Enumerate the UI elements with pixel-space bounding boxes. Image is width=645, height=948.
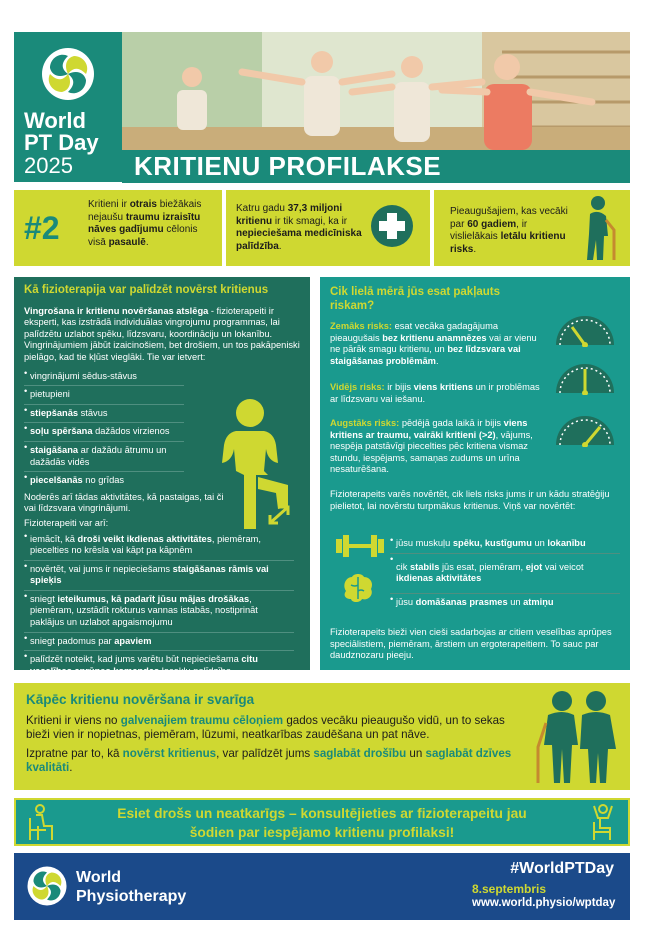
list-item: • novērtēt, vai jums ir nepieciešams staigāšanas rāmis vai spieķis: [24, 560, 294, 590]
fact-2: Katru gadu 37,3 miljoni kritienu ir tik smagi, ka ir nepieciešama medicīniska palīdzība.: [236, 203, 362, 252]
low-risk-text: Zemāks risks: esat vecāka gadagājuma pieaugušais bez kritienu anamnēzes vai ar vienu ne pārāk smagu kritienu, un bez līdzsvara vai staigāšanas problēmām.: [330, 321, 537, 366]
why-section: [14, 683, 630, 790]
page-title: KRITIENU PROFILAKSE: [122, 150, 630, 183]
exercise-list: [24, 368, 184, 490]
risk-panel: [320, 277, 630, 670]
world-physiotherapy-logo-icon: [26, 865, 68, 907]
fact-1: Kritieni ir otrais biežākais nejaušu traumu izraisītu nāves gadījumu cēlonis visā pasaulē.: [88, 199, 202, 248]
footer: [14, 853, 630, 920]
list-item: • jūsu domāšanas prasmes un atmiņu: [390, 593, 620, 612]
physio-help-title: Kā fizioterapija var palīdzēt novērst kritienus: [24, 284, 269, 296]
logo-line1: World: [24, 108, 86, 133]
assessment-intro: Fizioterapeits varēs novērtēt, cik liels risks jums ir un kādu stratēģiju pielietot, lai novērstu turpmākus kritienus. Viņš var novērtēt:: [330, 489, 610, 511]
risk-title: Cik lielā mērā jūs esat pakļauts riskam?: [330, 286, 501, 312]
list-item: • soļu spēršana dažādos virzienos: [24, 422, 184, 441]
facts-row: [14, 190, 630, 266]
physio-can-list: [24, 531, 294, 681]
physio-help-panel: [14, 277, 310, 676]
list-item: • piecelšanās no grīdas: [24, 471, 184, 490]
seated-person-icon: [26, 804, 56, 842]
list-item: • staigāšana ar dažādu ātrumu un dažādās vidēs: [24, 441, 184, 471]
world-pt-day-logo-icon: [40, 46, 96, 102]
elderly-couple-icon: [530, 689, 626, 785]
fact-3: Pieaugušajiem, kas vecāki par 60 gadiem, ir vislielākais letālu kritienu risks.: [450, 206, 568, 255]
medical-cross-icon: [370, 204, 414, 248]
event-date: 8.septembris: [472, 882, 547, 896]
medium-risk-gauge-icon: [552, 355, 618, 395]
hashtag: #WorldPTDay: [510, 860, 614, 877]
high-risk-text: Augstāks risks: pēdējā gada laikā ir bijis viens kritiens ar traumu, vairāki kritieni (>2), vājums, nespēja patstāvīgi piecelties pēc kritiena vismaz stundu, iespējams, samaņas zudums un urīna nesaturēšana.: [330, 418, 533, 475]
list-item: • palīdzēt noteikt, kad jums varētu būt nepieciešama citu veselības aprūpes komandas locekļu palīdzība: [24, 650, 294, 680]
fact-divider: [430, 190, 434, 266]
balance-exercise-figure-icon: [208, 397, 304, 532]
why-paragraph-1: Kritieni ir viens no galvenajiem traumu cēloņiem gados vecāku pieaugušo vidū, un to sekas bieži vien ir nopietnas, piemēram, lūzumi, neatkarības zaudēšana un pat nāve.: [26, 714, 505, 741]
callout-line1: Esiet drošs un neatkarīgs – konsultējieties ar fizioterapeitu jau: [117, 806, 527, 821]
dumbbell-icon: [334, 531, 386, 561]
fact-badge: #2: [24, 210, 60, 246]
list-item: • vingrinājumi sēdus-stāvus: [24, 368, 184, 386]
exercise-class-illustration: [122, 32, 630, 150]
list-item: • stiepšanās stāvus: [24, 404, 184, 423]
header-photo: [122, 32, 630, 150]
website-link[interactable]: www.world.physio/wptday: [472, 897, 616, 909]
brain-icon: [340, 571, 376, 607]
list-item: • iemācīt, kā droši veikt ikdienas aktivitātes, piemēram, piecelties no krēsla vai kāpt pa kāpnēm: [24, 531, 294, 560]
logo-line2: PT Day: [24, 130, 99, 155]
org-name: World Physiotherapy: [76, 869, 187, 905]
activities-note: Noderēs arī tādas aktivitātes, kā pastaigas, tai či vai līdzsvara vingrinājumi.: [24, 491, 224, 514]
chair-exercise-icon: [588, 804, 618, 842]
elderly-person-cane-icon: [580, 194, 622, 262]
list-item: • sniegt padomus par apaviem: [24, 632, 294, 651]
world-pt-day-logo: [14, 32, 122, 182]
physio-help-intro: Vingrošana ir kritienu novēršanas atslēga - fizioterapeiti ir eksperti, kas izstrādā individuālas vingrojumu programmas, lai palīdzētu uzlabot spēku, līdzsvaru, koordināciju un lokanību. Vingrinājumiem jābūt izaicinošiem, bet drošiem, un tos pakāpeniski pielāgo, kad tie kļūst vieglāki. Tie var ietvert:: [24, 305, 300, 362]
low-risk-gauge-icon: [552, 307, 618, 347]
why-paragraph-2: Izpratne par to, kā novērst kritienus, var palīdzēt jums saglabāt drošību un saglabāt dzīves kvalitāti.: [26, 747, 512, 774]
high-risk-gauge-icon: [552, 407, 618, 447]
callout-line2: šodien par iespējamo kritienu profilaksi!: [189, 825, 455, 840]
list-item: • jūsu muskuļu spēku, kustīgumu un lokanību: [390, 535, 620, 553]
why-title: Kāpēc kritienu novēršana ir svarīga: [26, 692, 255, 707]
list-item: • cik stabils jūs esat, piemēram, ejot vai veicot ikdienas aktivitātes: [390, 553, 620, 593]
list-item: • pietupieni: [24, 385, 184, 404]
consult-callout: [14, 798, 630, 846]
medium-risk-text: Vidējs risks: ir bijis viens kritiens un ir problēmas ar līdzsvaru vai iešanu.: [330, 382, 540, 404]
fact-divider: [222, 190, 226, 266]
assessment-list: [390, 535, 620, 611]
physio-can-title: Fizioterapeiti var arī:: [24, 517, 109, 528]
multidisciplinary-note: Fizioterapeits bieži vien cieši sadarbojas ar citiem veselības aprūpes speciālistiem, piemēram, ārstiem un ergoterapeitiem. To sauc par daudznozaru pieeju.: [330, 627, 612, 661]
logo-year: 2025: [24, 153, 73, 178]
list-item: • sniegt ieteikumus, kā padarīt jūsu mājas drošākas, piemēram, uzstādīt rokturus vannas istabās, nostiprināt paklājus un uzlabot apgaismojumu: [24, 590, 294, 632]
